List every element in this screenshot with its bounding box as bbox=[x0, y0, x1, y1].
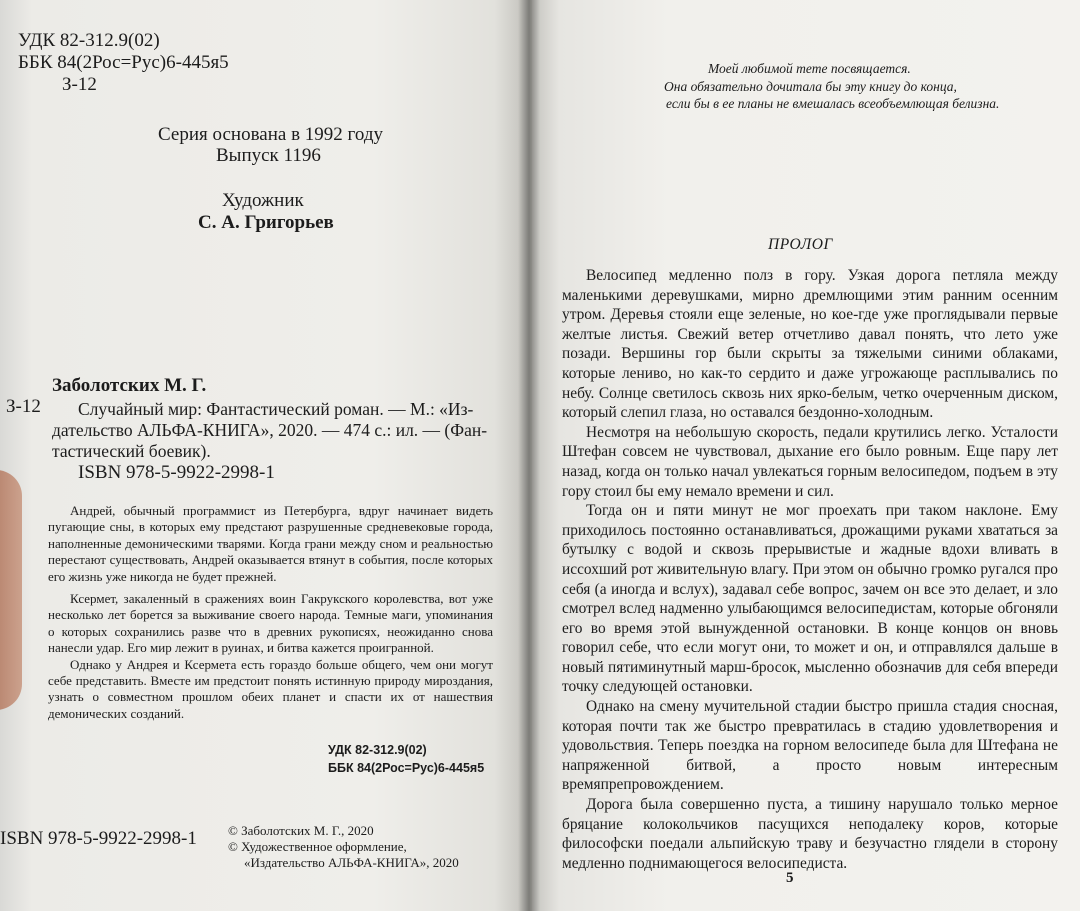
copyright-author: © Заболотских М. Г., 2020 bbox=[228, 823, 374, 838]
chapter-paragraph: Дорога была совершенно пуста, а тишину нарушало только мерное бряцание колокольчиков пасущихся неподалеку коров, которые философски поедали альпийскую траву и безучастно глядели в сторону медленно поднимающегося велосипедиста. bbox=[562, 796, 1058, 872]
annotation-paragraph: Андрей, обычный программист из Петербурга, вдруг начинает видеть пугающие сны, в которых ему предстают разрушенные средневековые города, наполненные демоническими тварями. Когда грани между сном и реальностью перестают существовать, Андрей оказывается втянут в события, после которых его жизнь уже никогда не будет прежней. bbox=[48, 503, 493, 584]
udk-bottom: УДК 82-312.9(02) bbox=[328, 743, 427, 757]
left-page bbox=[0, 0, 532, 911]
thumb-shadow bbox=[0, 470, 22, 710]
dedication-line-2: Она обязательно дочитала бы эту книгу до конца, bbox=[664, 79, 957, 94]
chapter-title: ПРОЛОГ bbox=[768, 236, 833, 253]
catalog-mark: З-12 bbox=[6, 396, 41, 417]
bbk-code: ББК 84(2Рос=Рус)6-445я5 bbox=[18, 52, 229, 73]
annotation-paragraph: Однако у Андрея и Ксермета есть гораздо больше общего, чем они могут себе представить. Вместе им предстоит понять истинную природу мироздания, узнать о совместном прошлом обеих планет и спасти их от нашествия демонических созданий. bbox=[48, 656, 493, 721]
catalog-line-3: тастический боевик). bbox=[52, 441, 211, 461]
copyright-design: © Художественное оформление, bbox=[228, 839, 407, 854]
isbn-bottom: ISBN 978-5-9922-2998-1 bbox=[0, 828, 197, 849]
page-number: 5 bbox=[786, 870, 794, 886]
catalog-line-2: дательство АЛЬФА-КНИГА», 2020. — 474 с.: ил. — (Фан- bbox=[52, 420, 488, 440]
artist-label: Художник bbox=[222, 190, 304, 211]
author-mark: З-12 bbox=[62, 74, 97, 95]
dedication-line-1: Моей любимой тете посвящается. bbox=[708, 61, 911, 76]
book-gutter bbox=[518, 0, 540, 911]
chapter-paragraph: Велосипед медленно полз в гору. Узкая дорога петляла между маленькими деревушками, мирно дремлющими этим ранним осенним утром. Деревья стояли еще зеленые, но кое-где уже проглядывали первые желтые листья. Свежий ветер отчетливо давал понять, что лето уже позади. Вершины гор были скрыты за тяжелыми синими облаками, которые лениво, но как-то сердито и даже угрожающе расплывались по небу. Солнце светилось сквозь них ярко-белым, четко очерченным диском, который слепил глаза, но оставался бездонно-холодным. bbox=[562, 267, 1058, 422]
annotation-paragraph: Ксермет, закаленный в сражениях воин Гакрукского королевства, вот уже несколько лет борется за выживание своего народа. Темные маги, упоминания о которых сохранились разве что в древних рукописях, неожиданно снова нанесли удар. Его мир лежит в руинах, и битва кажется проигранной. bbox=[48, 591, 493, 656]
udk-code: УДК 82-312.9(02) bbox=[18, 30, 160, 51]
chapter-text bbox=[562, 266, 1058, 873]
series-line: Серия основана в 1992 году bbox=[158, 124, 383, 145]
chapter-paragraph: Несмотря на небольшую скорость, педали крутились легко. Усталости Штефан совсем не чувствовал, дыхание его было ровным. Еще пару лет назад, когда он только начал увлекаться горным велосипедом, подъем в эту гору стоил бы ему немало времени и сил. bbox=[562, 423, 1058, 500]
isbn-main: ISBN 978-5-9922-2998-1 bbox=[78, 462, 275, 483]
catalog-line-1: Случайный мир: Фантастический роман. — М.: «Из- bbox=[78, 399, 474, 419]
artist-name: С. А. Григорьев bbox=[198, 212, 334, 233]
issue-line: Выпуск 1196 bbox=[216, 145, 321, 166]
right-page bbox=[532, 0, 1080, 911]
dedication-line-3: если бы в ее планы не вмешалась всеобъемлющая белизна. bbox=[666, 96, 1000, 111]
chapter-paragraph: Тогда он и пяти минут не мог проехать при таком наклоне. Ему приходилось постоянно останавливаться, дрожащими руками хвататься за бутылку с водой и сквозь прерывистые и жадные вдохи вливать в иссохший рот живительную влагу. При этом он обычно громко ругался про себя (а иногда и вслух), задавал себе вопрос, зачем он все это делает, и зло смотрел вслед надменно улыбающимся велосипедистам, которые обгоняли его во время этой вынужденной остановки. В конце концов он вновь говорил себе, что если могут они, то может и он, и отправлялся дальше в новый пятиминутный марш-бросок, мысленно обозначив для себя впереди точку следующей остановки. bbox=[562, 502, 1058, 696]
chapter-paragraph: Однако на смену мучительной стадии быстро пришла стадия сносная, которая почти так же быстро превратилась в стадию удовлетворения и удовольствия. Теперь поездка на горном велосипеде была для Штефана не напряженной битвой, а просто новым интересным времяпрепровождением. bbox=[562, 698, 1058, 794]
bbk-bottom: ББК 84(2Рос=Рус)6-445я5 bbox=[328, 761, 485, 775]
copyright-publisher: «Издательство АЛЬФА-КНИГА», 2020 bbox=[244, 855, 459, 870]
annotation bbox=[48, 503, 493, 722]
author-heading: Заболотских М. Г. bbox=[52, 375, 207, 396]
